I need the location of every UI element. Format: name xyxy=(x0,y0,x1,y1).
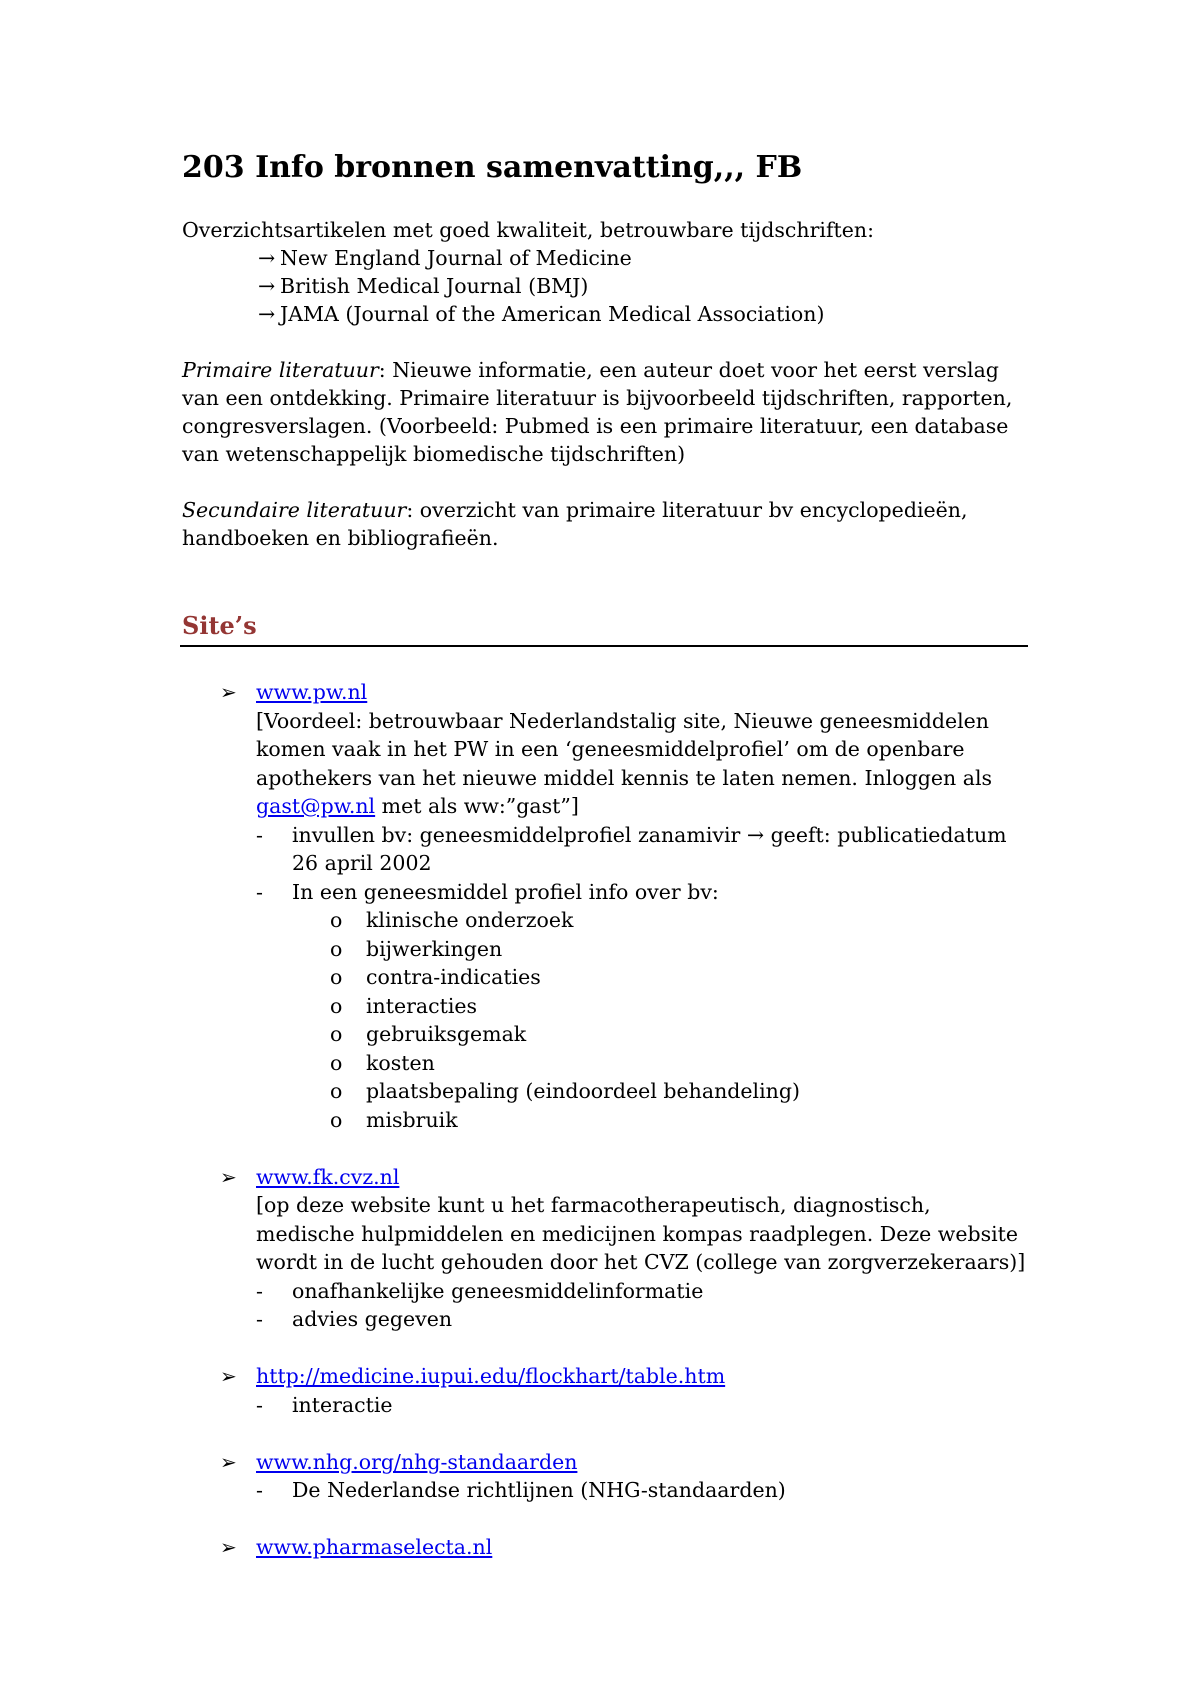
heading-rule xyxy=(180,645,1028,647)
site-description: gast@pw.nl met als ww:”gast”] xyxy=(256,794,579,818)
arrowhead-bullet-icon: ➢ xyxy=(220,1364,237,1388)
link-pharmaselecta[interactable]: www.pharmaselecta.nl xyxy=(256,1535,493,1559)
site-description: [op deze website kunt u het farmacotherapeutisch, diagnostisch, xyxy=(256,1193,931,1217)
link-nhg[interactable]: www.nhg.org/nhg-standaarden xyxy=(256,1450,578,1474)
secundaire-line: Secundaire literatuur: overzicht van primaire literatuur bv encyclopedieën, xyxy=(182,498,968,522)
arrow-right-icon: → xyxy=(258,302,276,326)
journal-item: → JAMA (Journal of the American Medical Association) xyxy=(258,302,825,326)
journal-item: → British Medical Journal (BMJ) xyxy=(258,274,589,298)
secundaire-line: handboeken en bibliografieën. xyxy=(182,526,499,550)
intro-text: Overzichtsartikelen met goed kwaliteit, betrouwbare tijdschriften: xyxy=(182,218,875,242)
site-description: wordt in de lucht gehouden door het CVZ (college van zorgverzekeraars)] xyxy=(256,1250,1026,1274)
site-description: medische hulpmiddelen en medicijnen kompas raadplegen. Deze website xyxy=(256,1222,1019,1246)
document-page: 203 Info bronnen samenvatting,,, FB Overzichtsartikelen met goed kwaliteit, betrouwbare tijdschriften: → New England Journal of Medicine → British Medical Journal (BMJ) → JAMA (Journal of the American Medical Association) Primaire literatuur: Nieuwe informatie, een auteur doet voor het eerst verslag van een ontdekking. Primaire literatuur is bijvoorbeeld tijdschriften, rapporten, congresverslagen. (Voorbeeld: Pubmed is een primaire literatuur, een database van wetenschappelijk biomedische tijdschriften) Secundaire literatuur: overzicht van primaire literatuur bv encyclopedieën, handboeken en bibliografieën. Site’s ➢ www.pw.nl [Voordeel: betrouwbaar Nederlandstalig site, Nieuwe geneesmiddelen komen vaak in het PW in een ‘geneesmiddelprofiel’ om de openbare apothekers van het nieuwe middel kennis te laten nemen. Inloggen als gast@pw.nl met als ww:”gast”] - invullen bv: geneesmiddelprofiel zanamivir → geeft: publicatiedatum 26 april 2002 - In een geneesmiddel profiel info over bv: o klinische onderzoek o bijwerkingen o contra-indicaties o interacties o gebruiksgemak o kosten o plaatsbepaling (eindoordeel behandeling) o misbruik ➢ www.fk.cvz.nl [op deze website kunt u het farmacotherapeutisch, diagnostisch, medische hulpmiddelen en medicijnen kompas raadplegen. Deze website wordt in de lucht gehouden door het CVZ (college van zorgverzekeraars)] - onafhankelijke geneesmiddelinformatie - advies gegeven ➢ http://medicine.iupui.edu/flockhart/table.htm - interactie ➢ www.nhg.org/nhg-standaarden - De Nederlandse richtlijnen (NHG-standaarden) ➢ www.pharmaselecta.nl xyxy=(0,0,1200,1698)
link-fk[interactable]: www.fk.cvz.nl xyxy=(256,1165,400,1189)
secundaire-term: Secundaire literatuur xyxy=(182,498,407,522)
arrow-right-icon: → xyxy=(746,823,765,847)
link-flockhart[interactable]: http://medicine.iupui.edu/flockhart/table.htm xyxy=(256,1364,726,1388)
site-description: apothekers van het nieuwe middel kennis te laten nemen. Inloggen als xyxy=(256,766,993,790)
arrow-right-icon: → xyxy=(258,246,276,270)
primaire-line: van een ontdekking. Primaire literatuur is bijvoorbeeld tijdschriften, rapporten, xyxy=(182,386,1013,410)
primaire-line: Primaire literatuur: Nieuwe informatie, een auteur doet voor het eerst verslag xyxy=(182,358,999,382)
arrowhead-bullet-icon: ➢ xyxy=(220,680,237,704)
journal-item: → New England Journal of Medicine xyxy=(258,246,632,270)
primaire-term: Primaire literatuur xyxy=(182,358,379,382)
arrow-right-icon: → xyxy=(258,274,276,298)
email-link[interactable]: gast@pw.nl xyxy=(256,794,376,818)
primaire-line: van wetenschappelijk biomedische tijdschriften) xyxy=(182,442,686,466)
arrowhead-bullet-icon: ➢ xyxy=(220,1535,237,1559)
site-description: [Voordeel: betrouwbaar Nederlandstalig site, Nieuwe geneesmiddelen xyxy=(256,709,990,733)
page-title: 203 Info bronnen samenvatting,,, FB xyxy=(182,150,803,185)
arrowhead-bullet-icon: ➢ xyxy=(220,1450,237,1474)
link-pw[interactable]: www.pw.nl xyxy=(256,680,368,704)
sites-heading: Site’s xyxy=(182,611,257,640)
primaire-line: congresverslagen. (Voorbeeld: Pubmed is een primaire literatuur, een database xyxy=(182,414,1009,438)
arrowhead-bullet-icon: ➢ xyxy=(220,1165,237,1189)
site-description: komen vaak in het PW in een ‘geneesmiddelprofiel’ om de openbare xyxy=(256,737,965,761)
